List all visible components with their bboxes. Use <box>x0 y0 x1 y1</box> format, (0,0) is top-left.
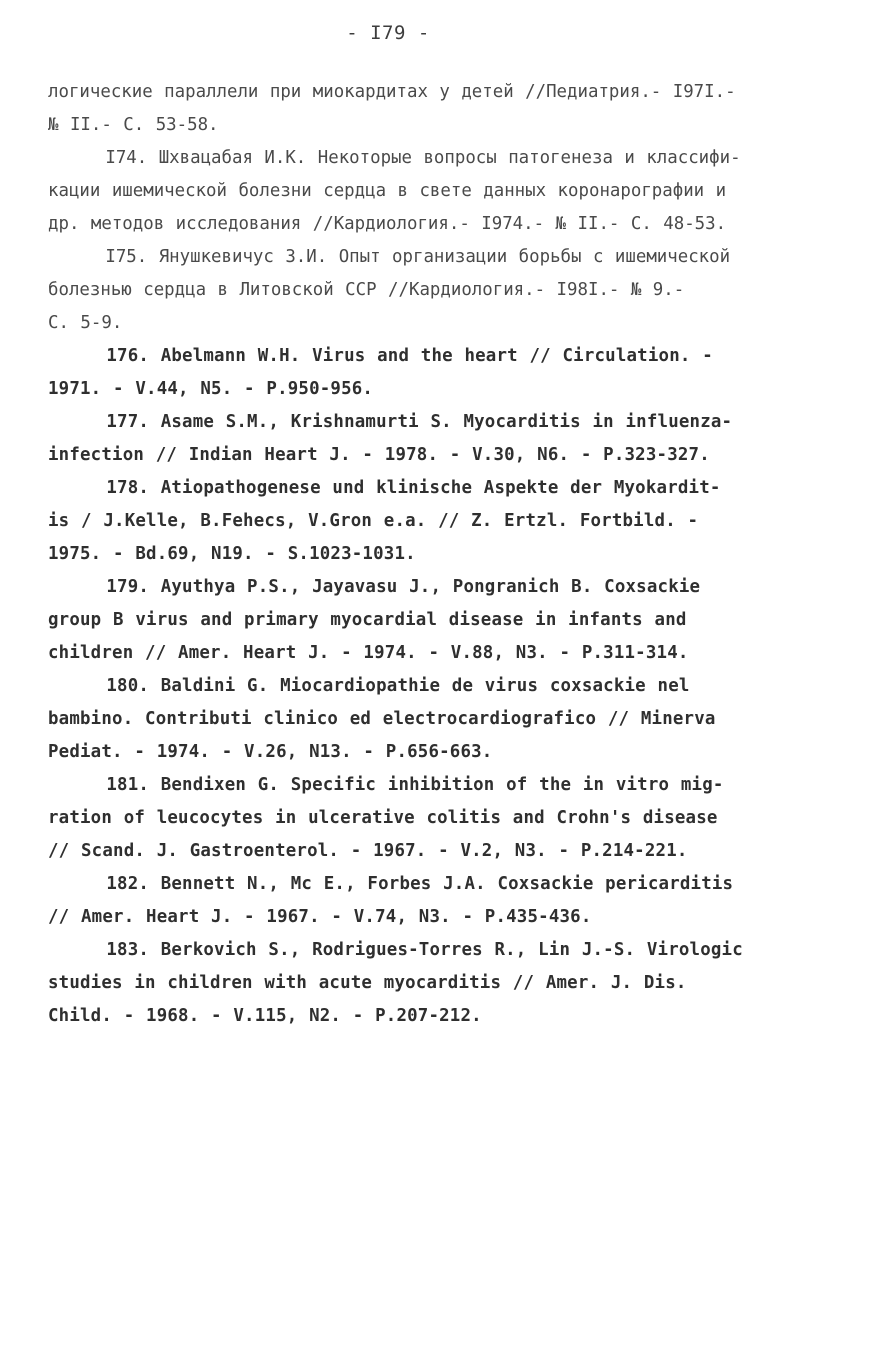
reference-list <box>48 76 848 1033</box>
reference-line: bambino. Contributi clinico ed electrocardiografico // Minerva <box>48 709 716 729</box>
reference-line: // Amer. Heart J. - 1967. - V.74, N3. - P.435-436. <box>48 907 592 927</box>
reference-line: болезнью сердца в Литовской ССР //Кардиология.- I98I.- № 9.- <box>48 280 685 300</box>
reference-line: 183. Berkovich S., Rodrigues-Torres R., Lin J.-S. Virologic <box>48 940 743 960</box>
reference-line: studies in children with acute myocarditis // Amer. J. Dis. <box>48 973 687 993</box>
reference-line: 181. Bendixen G. Specific inhibition of the in vitro mig- <box>48 775 724 795</box>
reference-line: 179. Ayuthya P.S., Jayavasu J., Pongranich B. Coxsackie <box>48 577 701 597</box>
reference-line: // Scand. J. Gastroenterol. - 1967. - V.2, N3. - P.214-221. <box>48 841 688 861</box>
reference-line: 1975. - Bd.69, N19. - S.1023-1031. <box>48 544 416 564</box>
reference-line: 176. Abelmann W.H. Virus and the heart // Circulation. - <box>48 346 713 366</box>
reference-entry-continuation <box>48 76 848 142</box>
reference-line: 177. Asame S.M., Krishnamurti S. Myocarditis in influenza- <box>48 412 733 432</box>
reference-entry-174 <box>48 142 848 241</box>
reference-entry-178 <box>48 472 848 571</box>
reference-line: кации ишемической болезни сердца в свете данных коронарографии и <box>48 181 727 201</box>
reference-line: логические параллели при миокардитах у детей //Педиатрия.- I97I.- <box>48 82 736 102</box>
reference-entry-176 <box>48 340 848 406</box>
reference-line: Pediat. - 1974. - V.26, N13. - P.656-663. <box>48 742 493 762</box>
page-number: - I79 - <box>346 22 430 44</box>
reference-line: is / J.Kelle, B.Fehecs, V.Gron e.a. // Z. Ertzl. Fortbild. - <box>48 511 699 531</box>
reference-line: др. методов исследования //Кардиология.- I974.- № II.- С. 48-53. <box>48 214 727 234</box>
reference-line: 180. Baldini G. Miocardiopathie de virus coxsackie nel <box>48 676 690 696</box>
reference-line: ration of leucocytes in ulcerative colitis and Crohn's disease <box>48 808 718 828</box>
reference-entry-179 <box>48 571 848 670</box>
reference-line: I75. Янушкевичус З.И. Опыт организации борьбы с ишемической <box>48 247 731 267</box>
reference-entry-183 <box>48 934 848 1033</box>
reference-line: № II.- С. 53-58. <box>48 115 219 135</box>
reference-entry-182 <box>48 868 848 934</box>
reference-entry-181 <box>48 769 848 868</box>
reference-line: 1971. - V.44, N5. - P.950-956. <box>48 379 374 399</box>
reference-entry-177 <box>48 406 848 472</box>
reference-entry-175 <box>48 241 848 340</box>
reference-line: 178. Atiopathogenese und klinische Aspekte der Myokardit- <box>48 478 721 498</box>
reference-line: children // Amer. Heart J. - 1974. - V.88, N3. - P.311-314. <box>48 643 689 663</box>
reference-line: С. 5-9. <box>48 313 123 333</box>
reference-line: Child. - 1968. - V.115, N2. - P.207-212. <box>48 1006 482 1026</box>
reference-entry-180 <box>48 670 848 769</box>
reference-line: I74. Шхвацабая И.К. Некоторые вопросы патогенеза и классифи- <box>48 148 741 168</box>
reference-line: infection // Indian Heart J. - 1978. - V.30, N6. - P.323-327. <box>48 445 710 465</box>
reference-line: group B virus and primary myocardial disease in infants and <box>48 610 687 630</box>
reference-line: 182. Bennett N., Mc E., Forbes J.A. Coxsackie pericarditis <box>48 874 734 894</box>
